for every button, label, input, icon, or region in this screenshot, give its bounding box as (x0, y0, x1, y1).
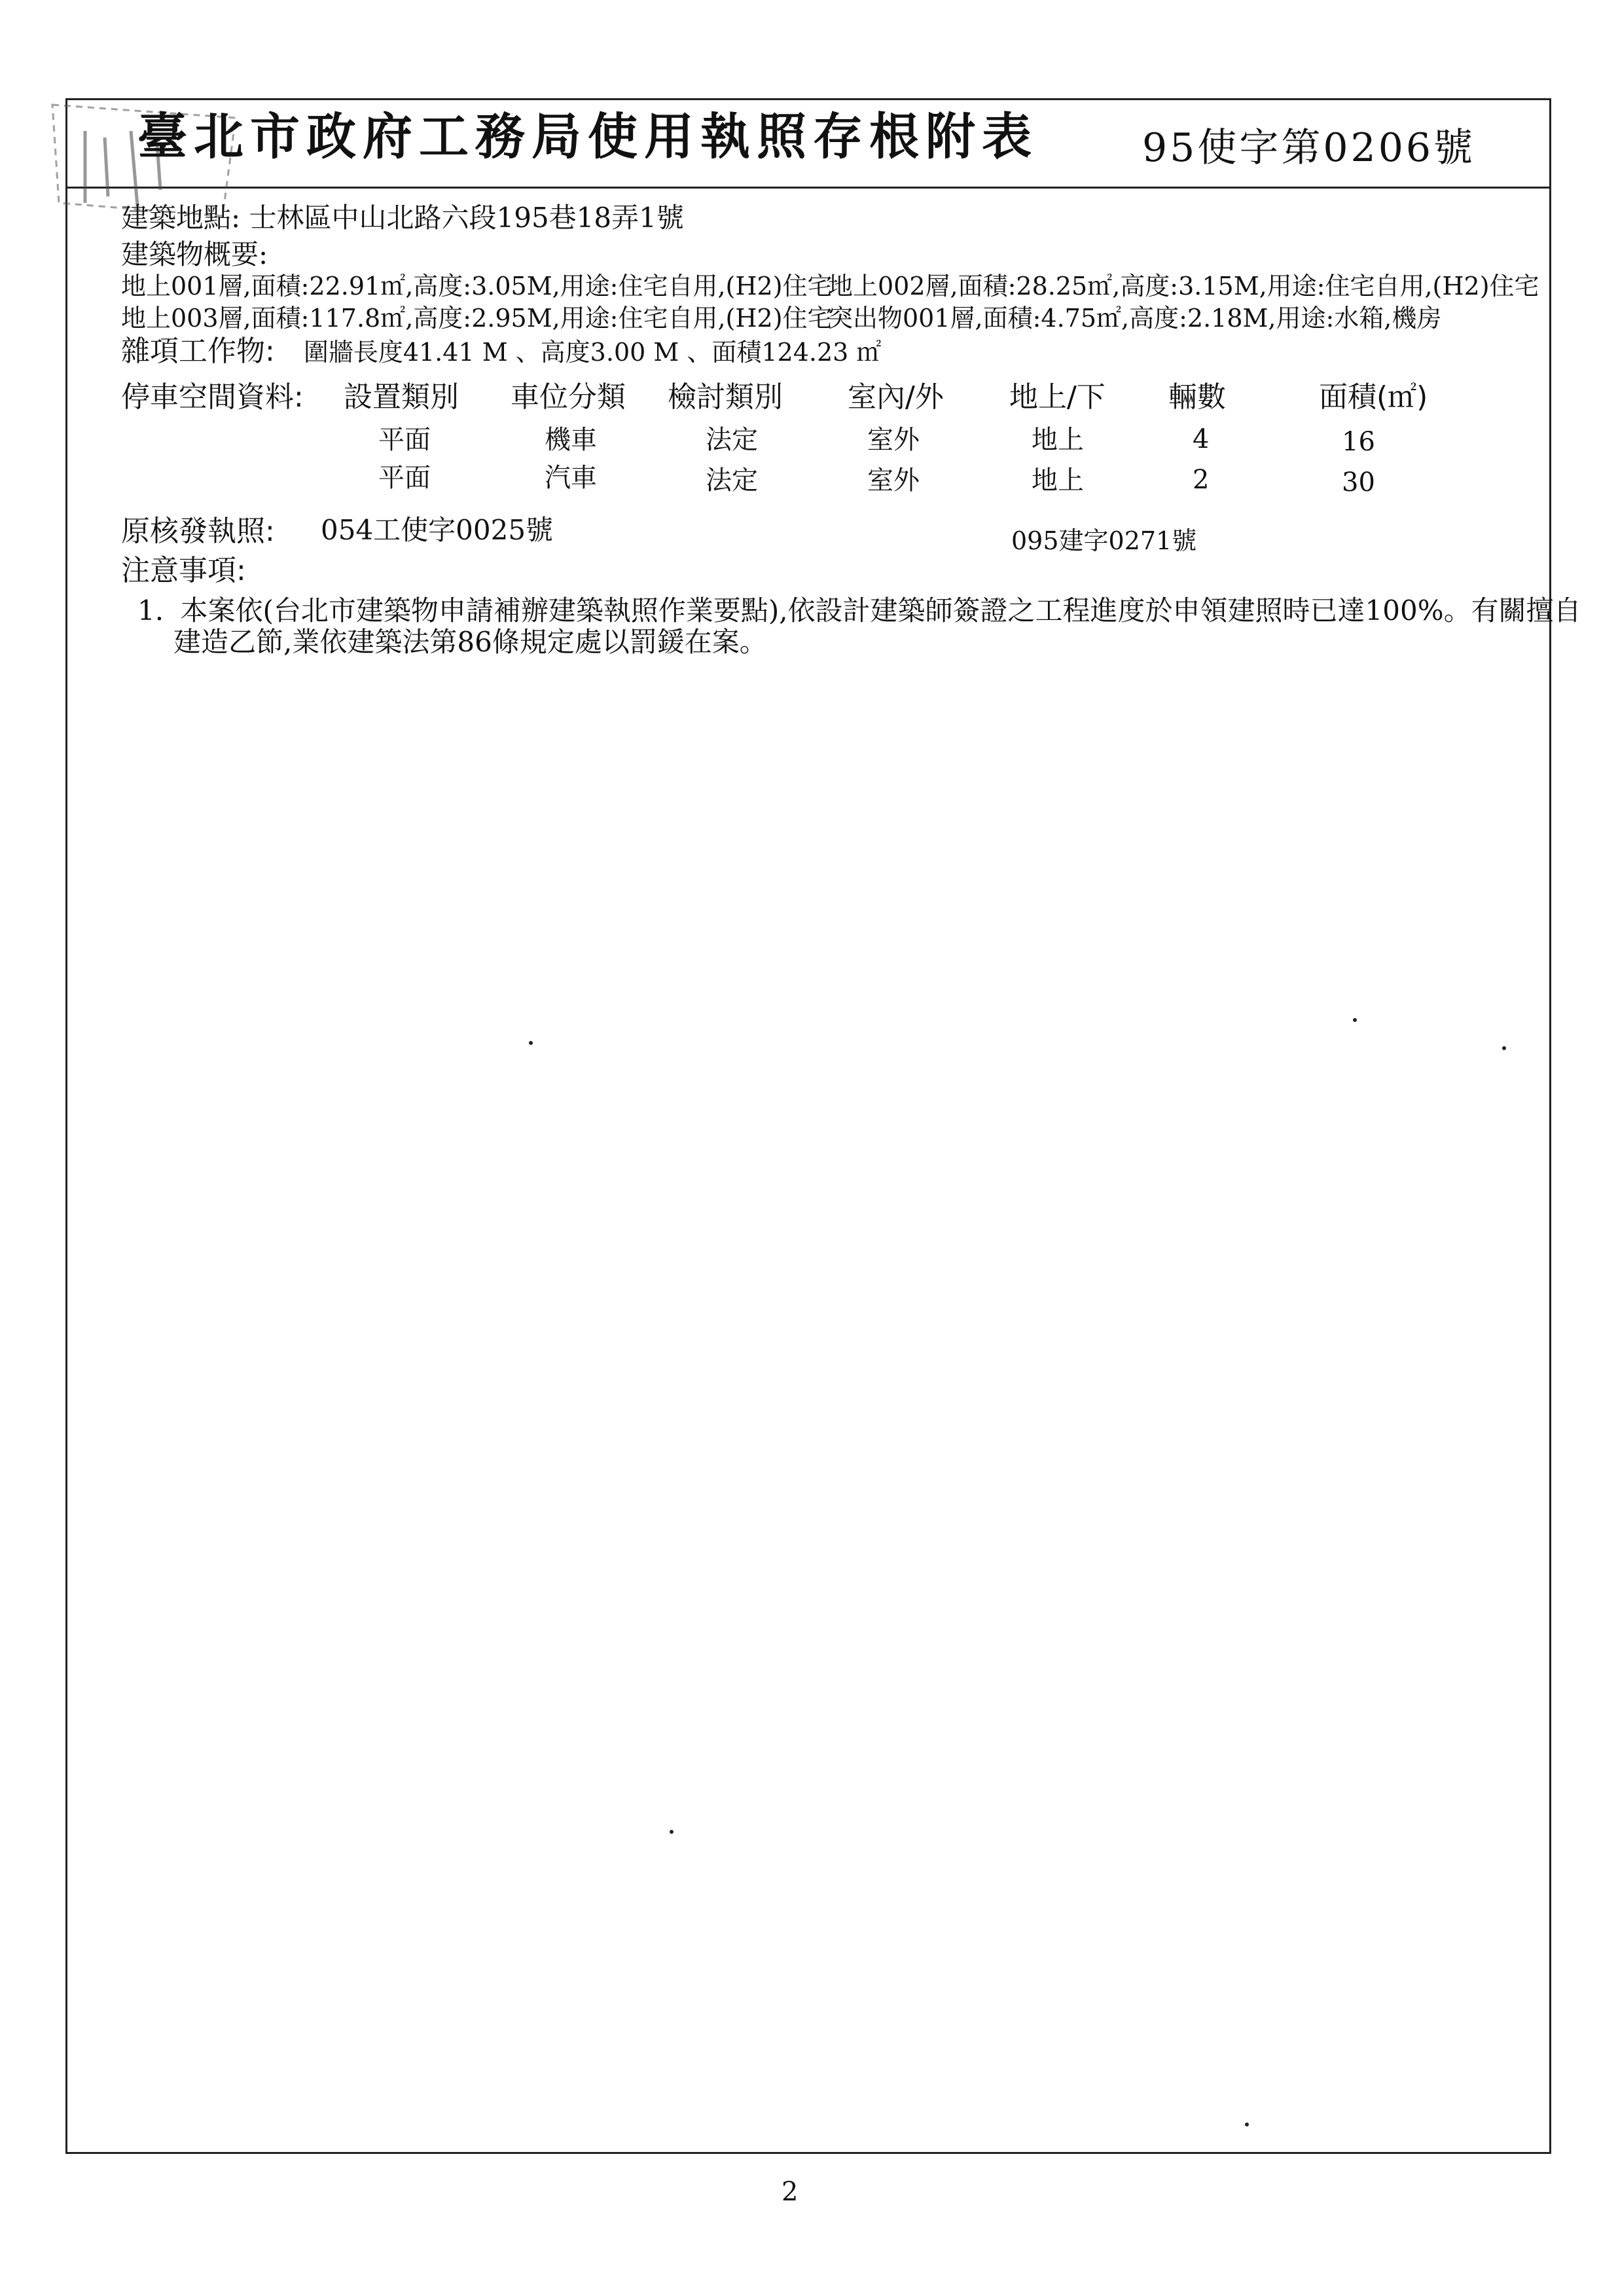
parking-cell: 地上 (1032, 465, 1084, 496)
parking-header: 輛數 (1168, 380, 1226, 414)
document-title: 臺北市政府工務局使用執照存根附表 (137, 107, 1038, 166)
scan-speck (670, 1830, 674, 1834)
parking-cell: 法定 (706, 465, 758, 496)
parking-cell: 地上 (1032, 425, 1084, 455)
location-row (121, 196, 684, 236)
parking-cell: 室外 (867, 465, 920, 496)
parking-header: 室內/外 (848, 380, 944, 414)
original-permit-label: 原核發執照: (121, 515, 275, 548)
misc-works-value: 圍牆長度41.41 M 、高度3.00 M 、面積124.23 ㎡ (303, 338, 882, 367)
permit-number: 95使字第0206號 (1142, 125, 1476, 171)
misc-works-label: 雜項工作物: (121, 335, 275, 368)
parking-cell: 平面 (378, 425, 431, 455)
parking-header: 車位分類 (511, 380, 626, 414)
parking-header: 設置類別 (344, 380, 459, 414)
page-number: 2 (782, 2177, 799, 2207)
scan-speck (1502, 1046, 1506, 1050)
floor-row-2: 地上002層,面積:28.25㎡,高度:3.15M,用途:住宅自用,(H2)住宅 (828, 272, 1539, 301)
parking-cell: 16 (1342, 427, 1375, 457)
parking-cell: 2 (1193, 465, 1210, 495)
scan-speck (1353, 1018, 1357, 1022)
parking-cell: 汽車 (545, 463, 597, 493)
location-value: 士林區中山北路六段195巷18弄1號 (249, 202, 684, 234)
parking-label: 停車空間資料: (121, 380, 304, 414)
note-text-line1: 本案依(台北市建築物申請補辦建築執照作業要點),依設計建築師簽證之工程進度於申領建照時已達100%。有關擅自 (180, 594, 1581, 627)
notes-label: 注意事項: (121, 554, 246, 587)
parking-cell: 室外 (867, 425, 920, 455)
building-permit-number: 095建字0271號 (1011, 526, 1197, 555)
original-permit-value: 054工使字0025號 (321, 514, 554, 546)
floor-row-4: 突出物001層,面積:4.75㎡,高度:2.18M,用途:水箱,機房 (828, 304, 1442, 333)
parking-header: 面積(㎡) (1319, 380, 1428, 414)
parking-header: 檢討類別 (668, 380, 783, 414)
floor-row-1: 地上001層,面積:22.91㎡,高度:3.05M,用途:住宅自用,(H2)住宅 (121, 272, 833, 301)
misc-works-row (121, 327, 881, 369)
overview-label: 建築物概要: (121, 238, 268, 270)
scan-speck (529, 1041, 533, 1045)
location-label: 建築地點: (121, 202, 241, 234)
parking-header: 地上/下 (1009, 380, 1106, 414)
parking-cell: 平面 (378, 463, 431, 493)
note-number: 1. (137, 594, 164, 627)
parking-cell: 4 (1193, 424, 1210, 454)
parking-cell: 30 (1342, 467, 1375, 498)
note-text-line2: 建造乙節,業依建築法第86條規定處以罰鍰在案。 (173, 626, 767, 658)
header-divider (65, 187, 1551, 189)
floor-row-3: 地上003層,面積:117.8㎡,高度:2.95M,用途:住宅自用,(H2)住宅 (121, 304, 833, 333)
parking-cell: 法定 (706, 425, 758, 455)
scan-speck (1245, 2123, 1249, 2126)
parking-cell: 機車 (545, 425, 597, 455)
